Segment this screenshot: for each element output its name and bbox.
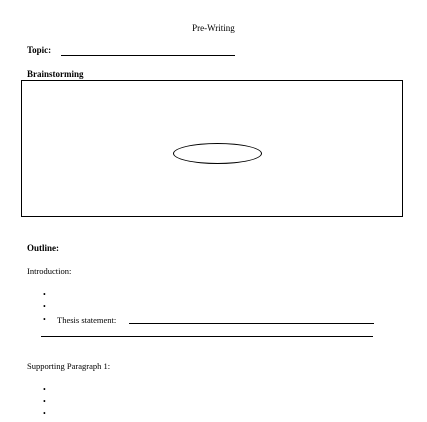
support-bullet-2: • [43,397,46,406]
intro-bullet-2: • [43,302,46,311]
support-bullet-3: • [43,409,46,418]
thesis-statement-label: Thesis statement: [57,315,117,325]
intro-bullet-3: • [43,315,46,324]
brainstorming-label: Brainstorming [27,69,84,79]
supporting-paragraph-1-label: Supporting Paragraph 1: [27,361,111,371]
brainstorm-oval[interactable] [173,143,262,164]
page-title: Pre-Writing [192,23,235,33]
introduction-label: Introduction: [27,266,72,276]
thesis-statement-line[interactable] [129,323,374,324]
outline-label: Outline: [27,243,60,253]
intro-bullet-1: • [43,290,46,299]
topic-label: Topic: [27,45,52,55]
thesis-statement-line-2[interactable] [41,336,373,337]
topic-field-line[interactable] [61,55,235,56]
support-bullet-1: • [43,385,46,394]
